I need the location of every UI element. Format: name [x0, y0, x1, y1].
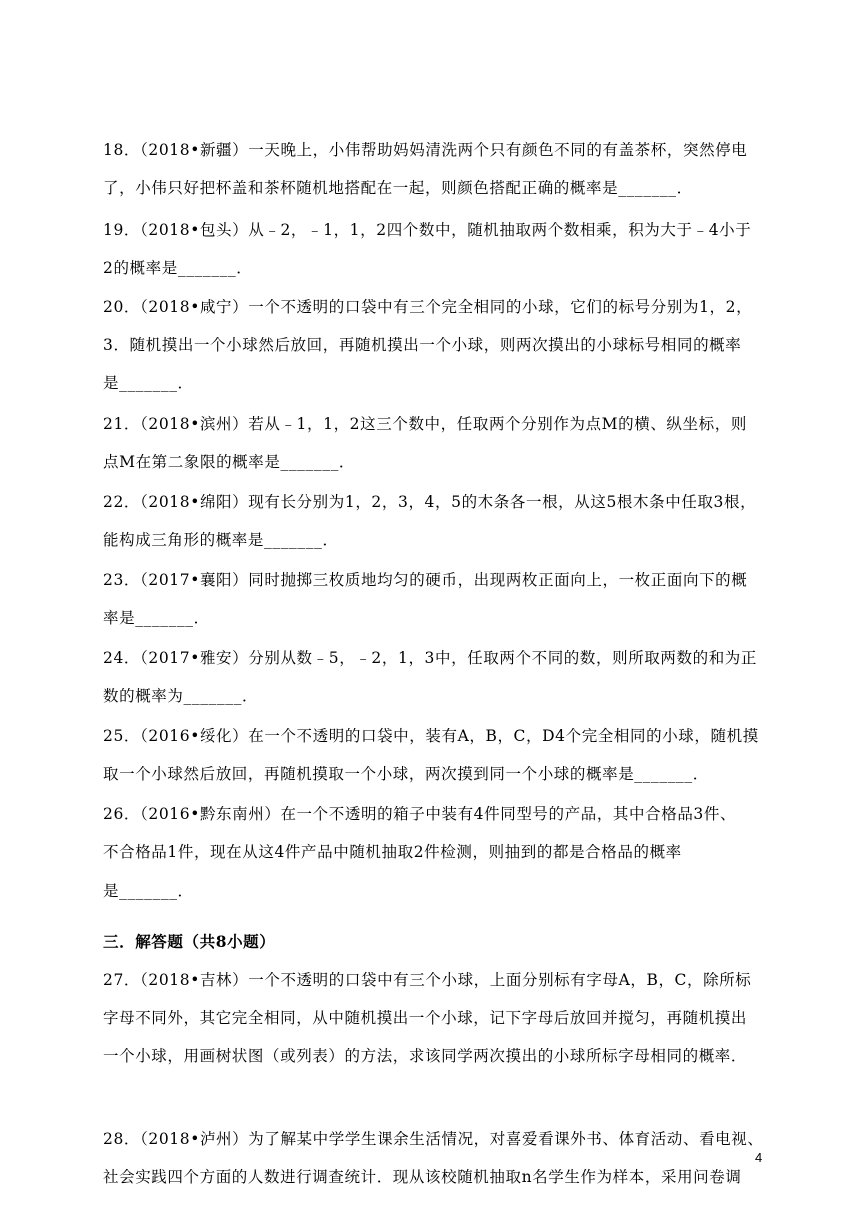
question-22-line-1: 22．（2018•绵阳）现有长分别为1，2，3，4，5的木条各一根，从这5根木条中任取3根，: [103, 493, 757, 511]
question-24-line-1: 24．（2017•雅安）分别从数﹣5，﹣2，1，3中，任取两个不同的数，则所取两数的和为正: [103, 649, 758, 667]
question-27-line-3: 一个小球，用画树状图（或列表）的方法，求该同学两次摸出的小球所标字母相同的概率．: [103, 1047, 748, 1065]
question-26-line-1: 26．（2016•黔东南州）在一个不透明的箱子中装有4件同型号的产品，其中合格品3件、: [103, 805, 737, 823]
question-21-line-2: 点M在第二象限的概率是_______．: [103, 453, 356, 471]
question-23-line-2: 率是_______．: [103, 609, 210, 627]
question-20-line-3: 是_______．: [103, 374, 194, 392]
question-21-line-1: 21．（2018•滨州）若从﹣1，1，2这三个数中，任取两个分别作为点M的横、纵坐标，则: [103, 415, 747, 433]
question-26-line-2: 不合格品1件，现在从这4件产品中随机抽取2件检测，则抽到的都是合格品的概率: [103, 843, 682, 861]
question-18-line-2: 了，小伟只好把杯盖和茶杯随机地搭配在一起，则颜色搭配正确的概率是_______．: [103, 179, 693, 197]
question-24-line-2: 数的概率为_______．: [103, 687, 259, 705]
question-27-line-1: 27．（2018•吉林）一个不透明的口袋中有三个小球，上面分别标有字母A，B，C，除所标: [103, 971, 752, 989]
page-number: 4: [755, 1150, 763, 1165]
question-19-line-1: 19．（2018•包头）从﹣2，﹣1，1，2四个数中，随机抽取两个数相乘，积为大于﹣4小于: [103, 221, 752, 239]
section-title: 三．解答题（共8小题）: [103, 932, 276, 951]
question-28-line-2: 社会实践四个方面的人数进行调查统计．现从该校随机抽取n名学生作为样本，采用问卷调: [103, 1168, 742, 1186]
question-28-line-1: 28．（2018•泸州）为了解某中学学生课余生活情况，对喜爱看课外书、体育活动、看电视、: [103, 1130, 764, 1148]
question-19-line-2: 2的概率是_______．: [103, 259, 253, 277]
question-23-line-1: 23．（2017•襄阳）同时抛掷三枚质地均匀的硬币，出现两枚正面向上，一枚正面向下的概: [103, 571, 748, 589]
question-25-line-1: 25．（2016•绥化）在一个不透明的口袋中，装有A，B，C，D4个完全相同的小球，随机摸: [103, 727, 759, 745]
question-20-line-1: 20．（2018•咸宁）一个不透明的口袋中有三个完全相同的小球，它们的标号分别为1，2，: [103, 298, 753, 316]
question-27-line-2: 字母不同外，其它完全相同，从中随机摸出一个小球，记下字母后放回并搅匀，再随机摸出: [103, 1009, 748, 1027]
question-18-line-1: 18．（2018•新疆）一天晚上，小伟帮助妈妈清洗两个只有颜色不同的有盖茶杯，突然停电: [103, 141, 748, 159]
question-22-line-2: 能构成三角形的概率是_______．: [103, 531, 339, 549]
question-25-line-2: 取一个小球然后放回，再随机摸取一个小球，两次摸到同一个小球的概率是_______．: [103, 765, 709, 783]
question-20-line-2: 3．随机摸出一个小球然后放回，再随机摸出一个小球，则两次摸出的小球标号相同的概率: [103, 336, 742, 354]
question-26-line-3: 是_______．: [103, 882, 194, 900]
